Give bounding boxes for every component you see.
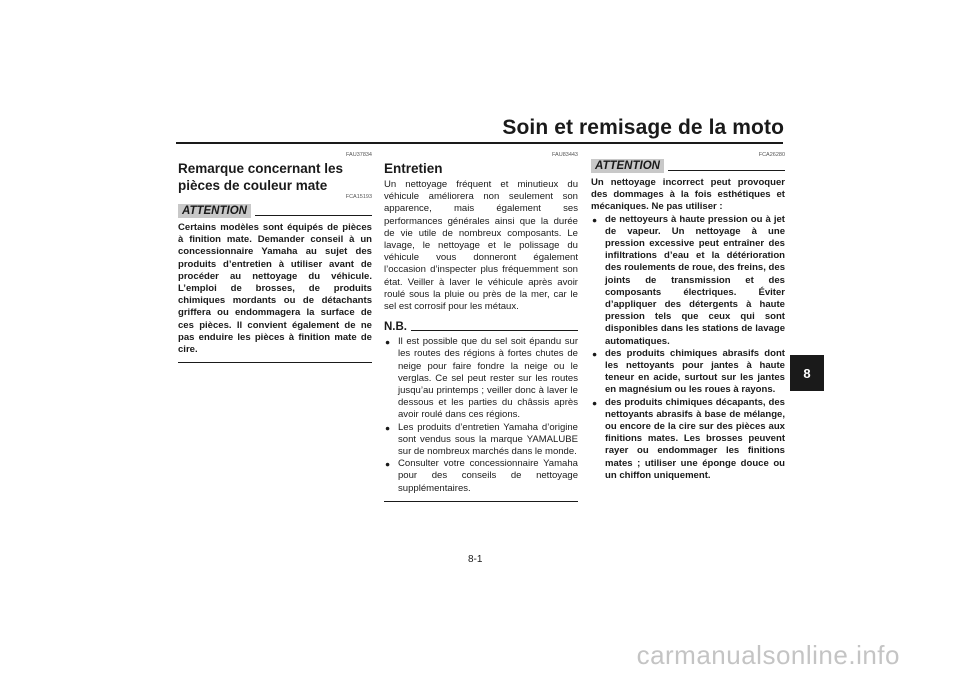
note-header [384,321,578,333]
list-item: ● Consulter votre concessionnaire Yamaha pour des conseils de nettoyage supplémentaires. [384,458,578,495]
attention-header [178,204,372,218]
note-rule [411,330,578,331]
maintenance-paragraph: Un nettoyage fréquent et minutieux du véhicule améliorera non seulement son apparence, mais également ses performances générales ainsi que la durée de vie utile de nombreux composants. Le lavage, le nettoyage et le polissage du véhicule vous donneront également l’occasion d’inspecter plus fréquemment son état. Veiller à laver le véhicule après avoir roulé sous la pluie ou près de la mer, car le sel est corrosif pour les métaux. [384,179,578,313]
list-item: ● des produits chimiques décapants, des nettoyants abrasifs à base de mélange, ou encore de la cire sur des pièces aux finitions mates. Les brosses peuvent rayer ou endommager les finitions mates ; utiliser une éponge douce ou un chiffon uniquement. [591,397,785,482]
note-end-rule [384,501,578,502]
page-number: 8-1 [468,554,483,565]
note-label: N.B. [384,321,407,334]
left-column [178,152,372,363]
attention-code: FCA15193 [345,194,372,200]
chapter-tab: 8 [790,355,824,391]
list-item: ● de nettoyeurs à haute pression ou à jet de vapeur. Un nettoyage à une pression excessive peut entraîner des infiltrations d’eau et la détérioration des roulements de roue, des freins, des joints de transmission et des composants électriques. Éviter d’appliquer des détergents à haute pression tels que ceux qui sont disponibles dans les stations de lavage automatiques. [591,214,785,348]
attention-list [591,214,785,482]
header-rule [176,142,783,144]
list-item: ● Il est possible que du sel soit épandu sur les routes des régions à fortes chutes de neige pour faire fondre la neige ou le verglas. Ce sel peut rester sur les routes jusqu’au printemps ; veiller donc à laver le dessous et les parties du châssis après avoir roulé dans ces régions. [384,336,578,421]
list-item: ● Les produits d’entretien Yamaha d’origine sont vendus sous la marque YAMALUBE sur de nombreux marchés dans le monde. [384,422,578,459]
right-column [591,152,785,482]
attention-end-rule [178,362,372,363]
section-heading-maintenance: Entretien [384,161,443,176]
attention-label: ATTENTION [178,204,251,218]
attention-label: ATTENTION [591,159,664,173]
attention-code: FCA26280 [758,152,785,158]
watermark: carmanualsonline.info [636,640,900,670]
list-item: ● des produits chimiques abrasifs dont les nettoyants pour jantes à haute teneur en acide, surtout sur les jantes en magnésium ou les roues à rayons. [591,348,785,397]
page-header-title: Soin et remisage de la moto [502,116,784,139]
attention-header [591,159,785,173]
middle-column [384,152,578,502]
section-code: FAU83443 [552,152,578,158]
attention-intro: Un nettoyage incorrect peut provoquer des dommages à la fois esthétiques et mécaniques. Ne pas utiliser : [591,177,785,213]
attention-rule [255,215,372,216]
note-list [384,336,578,495]
attention-rule [668,170,785,171]
section-heading-matte-parts: Remarque concernant les pièces de couleur mate [178,161,344,193]
section-code: FAU37834 [346,152,372,158]
attention-text: Certains modèles sont équipés de pièces à finition mate. Demander conseil à un concessionnaire Yamaha au sujet des produits d’entretien à utiliser avant de procéder au nettoyage du véhicule. L’emploi de brosses, de produits chimiques mordants ou de détachants griffera ou endommagera la surface de ces pièces. Il convient également de ne pas enduire les pièces à finition mate de cire. [178,222,372,356]
